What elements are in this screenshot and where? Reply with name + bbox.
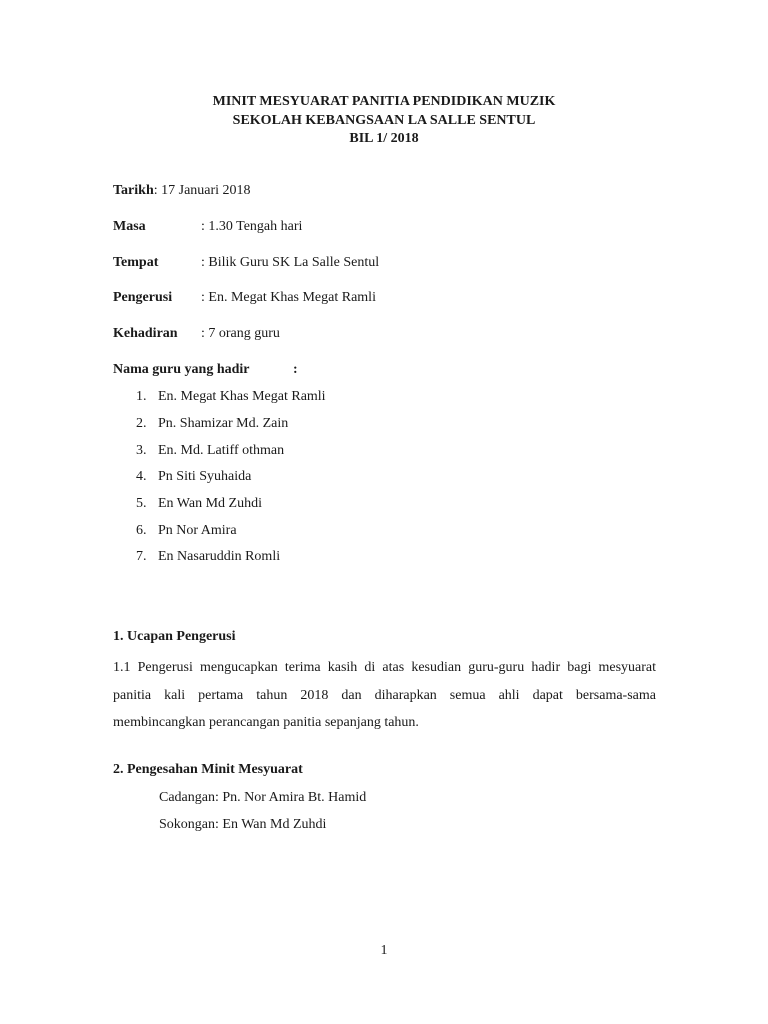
- field-masa: [113, 219, 303, 235]
- attendance-heading-colon: :: [293, 362, 298, 377]
- list-item-name: En. Md. Latiff othman: [158, 443, 285, 458]
- list-item: [136, 496, 262, 512]
- field-kehadiran-label: Kehadiran: [113, 326, 178, 341]
- section-paragraph-ucapan: 1.1 Pengerusi mengucapkan terima kasih di atas kesudian guru-guru hadir bagi mesyuarat panitia kali pertama tahun 2018 dan diharapkan semua ahli dapat bersama-sama membincangkan perancangan panitia sepanjang tahun.: [113, 660, 656, 730]
- list-item-number: 3.: [136, 443, 147, 458]
- list-item-number: 7.: [136, 549, 147, 564]
- list-item-number: 4.: [136, 469, 147, 484]
- list-item-name: En. Megat Khas Megat Ramli: [158, 389, 326, 404]
- list-item-number: 2.: [136, 416, 147, 431]
- list-item-number: 6.: [136, 523, 147, 538]
- list-item: [136, 416, 288, 432]
- list-item-name: Pn. Shamizar Md. Zain: [158, 416, 289, 431]
- list-item: [136, 523, 237, 539]
- document-title-line-2: SEKOLAH KEBANGSAAN LA SALLE SENTUL: [232, 113, 536, 128]
- field-tempat: [113, 255, 380, 271]
- field-tarikh: [113, 183, 251, 199]
- field-tarikh-value: : 17 Januari 2018: [153, 183, 251, 198]
- cadangan-line: Cadangan: Pn. Nor Amira Bt. Hamid: [159, 790, 367, 805]
- list-item-name: En Nasaruddin Romli: [158, 549, 281, 564]
- list-item: [136, 469, 251, 485]
- document-title-line-1: MINIT MESYUARAT PANITIA PENDIDIKAN MUZIK: [212, 94, 556, 109]
- list-item: [136, 549, 280, 565]
- field-tempat-label: Tempat: [113, 255, 159, 270]
- attendance-heading: [113, 362, 298, 378]
- sokongan-line: Sokongan: En Wan Md Zuhdi: [159, 817, 327, 832]
- list-item-name: Pn Siti Syuhaida: [158, 469, 252, 484]
- list-item-number: 5.: [136, 496, 147, 511]
- attendance-heading-label: Nama guru yang hadir: [113, 362, 250, 377]
- list-item: [136, 443, 284, 459]
- list-item-name: En Wan Md Zuhdi: [158, 496, 262, 511]
- field-tempat-value: : Bilik Guru SK La Salle Sentul: [201, 255, 380, 270]
- list-item-name: Pn Nor Amira: [158, 523, 237, 538]
- list-item: [136, 389, 326, 405]
- field-masa-label: Masa: [113, 219, 146, 234]
- field-pengerusi-label: Pengerusi: [113, 290, 173, 305]
- field-tarikh-label: Tarikh: [113, 183, 154, 198]
- field-kehadiran: [113, 326, 280, 342]
- field-masa-value: : 1.30 Tengah hari: [201, 219, 303, 234]
- field-kehadiran-value: : 7 orang guru: [201, 326, 280, 341]
- list-item-number: 1.: [136, 389, 147, 404]
- document-title-line-3: BIL 1/ 2018: [349, 131, 419, 146]
- page-number: 1: [380, 943, 388, 958]
- field-pengerusi-value: : En. Megat Khas Megat Ramli: [201, 290, 376, 305]
- section-heading-ucapan-pengerusi: 1. Ucapan Pengerusi: [113, 629, 236, 644]
- field-pengerusi: [113, 290, 376, 306]
- section-heading-pengesahan-minit: 2. Pengesahan Minit Mesyuarat: [113, 762, 303, 777]
